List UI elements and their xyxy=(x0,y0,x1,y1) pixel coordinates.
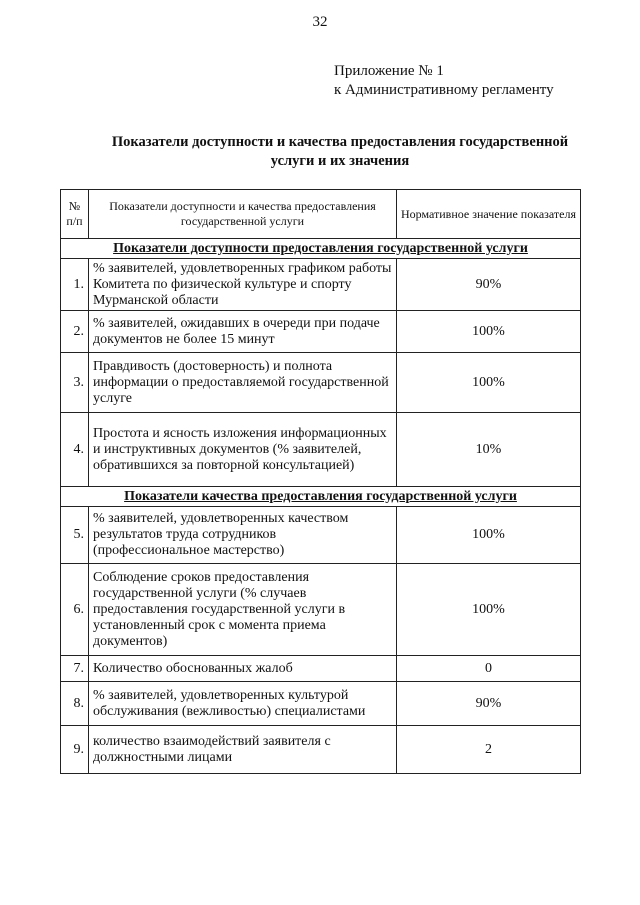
row-value: 100% xyxy=(397,353,581,413)
row-num: 8. xyxy=(61,682,89,726)
row-value: 90% xyxy=(397,259,581,311)
row-num: 6. xyxy=(61,564,89,656)
row-indicator: % заявителей, удовлетворенных качеством результатов труда сотрудников (профессиональное мастерство) xyxy=(89,507,397,564)
table-row xyxy=(61,564,581,656)
row-num: 2. xyxy=(61,311,89,353)
page-number: 32 xyxy=(312,14,328,30)
row-value: 100% xyxy=(397,564,581,656)
header-num: № п/п xyxy=(61,190,89,239)
row-indicator: Количество обоснованных жалоб xyxy=(89,656,397,682)
section-row-availability xyxy=(61,239,581,259)
appendix-header xyxy=(334,62,554,100)
header-value: Нормативное значение показателя xyxy=(397,190,581,239)
table-header-row xyxy=(61,190,581,239)
row-value: 90% xyxy=(397,682,581,726)
row-indicator: % заявителей, удовлетворенных графиком работы Комитета по физической культуре и спорту Мурманской области xyxy=(89,259,397,311)
row-indicator: % заявителей, ожидавших в очереди при подаче документов не более 15 минут xyxy=(89,311,397,353)
table-row xyxy=(61,507,581,564)
document-title-line-1: Показатели доступности и качества предоставления государственной xyxy=(111,134,569,150)
row-value: 100% xyxy=(397,507,581,564)
section-title-quality: Показатели качества предоставления государственной услуги xyxy=(61,487,581,507)
header-name: Показатели доступности и качества предоставления государственной услуги xyxy=(89,190,397,239)
document-title-line-2: услуги и их значения xyxy=(270,153,410,169)
section-row-quality xyxy=(61,487,581,507)
row-num: 5. xyxy=(61,507,89,564)
row-value: 0 xyxy=(397,656,581,682)
row-num: 7. xyxy=(61,656,89,682)
table-row xyxy=(61,353,581,413)
row-indicator: Соблюдение сроков предоставления государственной услуги (% случаев предоставления государственной услуги в установленный срок с момента приема документов) xyxy=(89,564,397,656)
appendix-line-1: Приложение № 1 xyxy=(334,63,444,79)
row-indicator: Простота и ясность изложения информационных и инструктивных документов (% заявителей, обратившихся за повторной консультацией) xyxy=(89,413,397,487)
row-num: 1. xyxy=(61,259,89,311)
table-row xyxy=(61,311,581,353)
table-row xyxy=(61,682,581,726)
row-num: 4. xyxy=(61,413,89,487)
row-indicator: % заявителей, удовлетворенных культурой обслуживания (вежливостью) специалистами xyxy=(89,682,397,726)
appendix-line-2: к Административному регламенту xyxy=(334,82,554,98)
document-title xyxy=(60,133,620,171)
row-value: 10% xyxy=(397,413,581,487)
row-indicator: Правдивость (достоверность) и полнота информации о предоставляемой государственной услуге xyxy=(89,353,397,413)
row-value: 100% xyxy=(397,311,581,353)
row-num: 9. xyxy=(61,726,89,774)
table-row xyxy=(61,656,581,682)
table-row xyxy=(61,259,581,311)
indicators-table xyxy=(60,189,581,774)
section-title-availability: Показатели доступности предоставления государственной услуги xyxy=(61,239,581,259)
row-num: 3. xyxy=(61,353,89,413)
row-indicator: количество взаимодействий заявителя с должностными лицами xyxy=(89,726,397,774)
table-row xyxy=(61,726,581,774)
table-row xyxy=(61,413,581,487)
row-value: 2 xyxy=(397,726,581,774)
